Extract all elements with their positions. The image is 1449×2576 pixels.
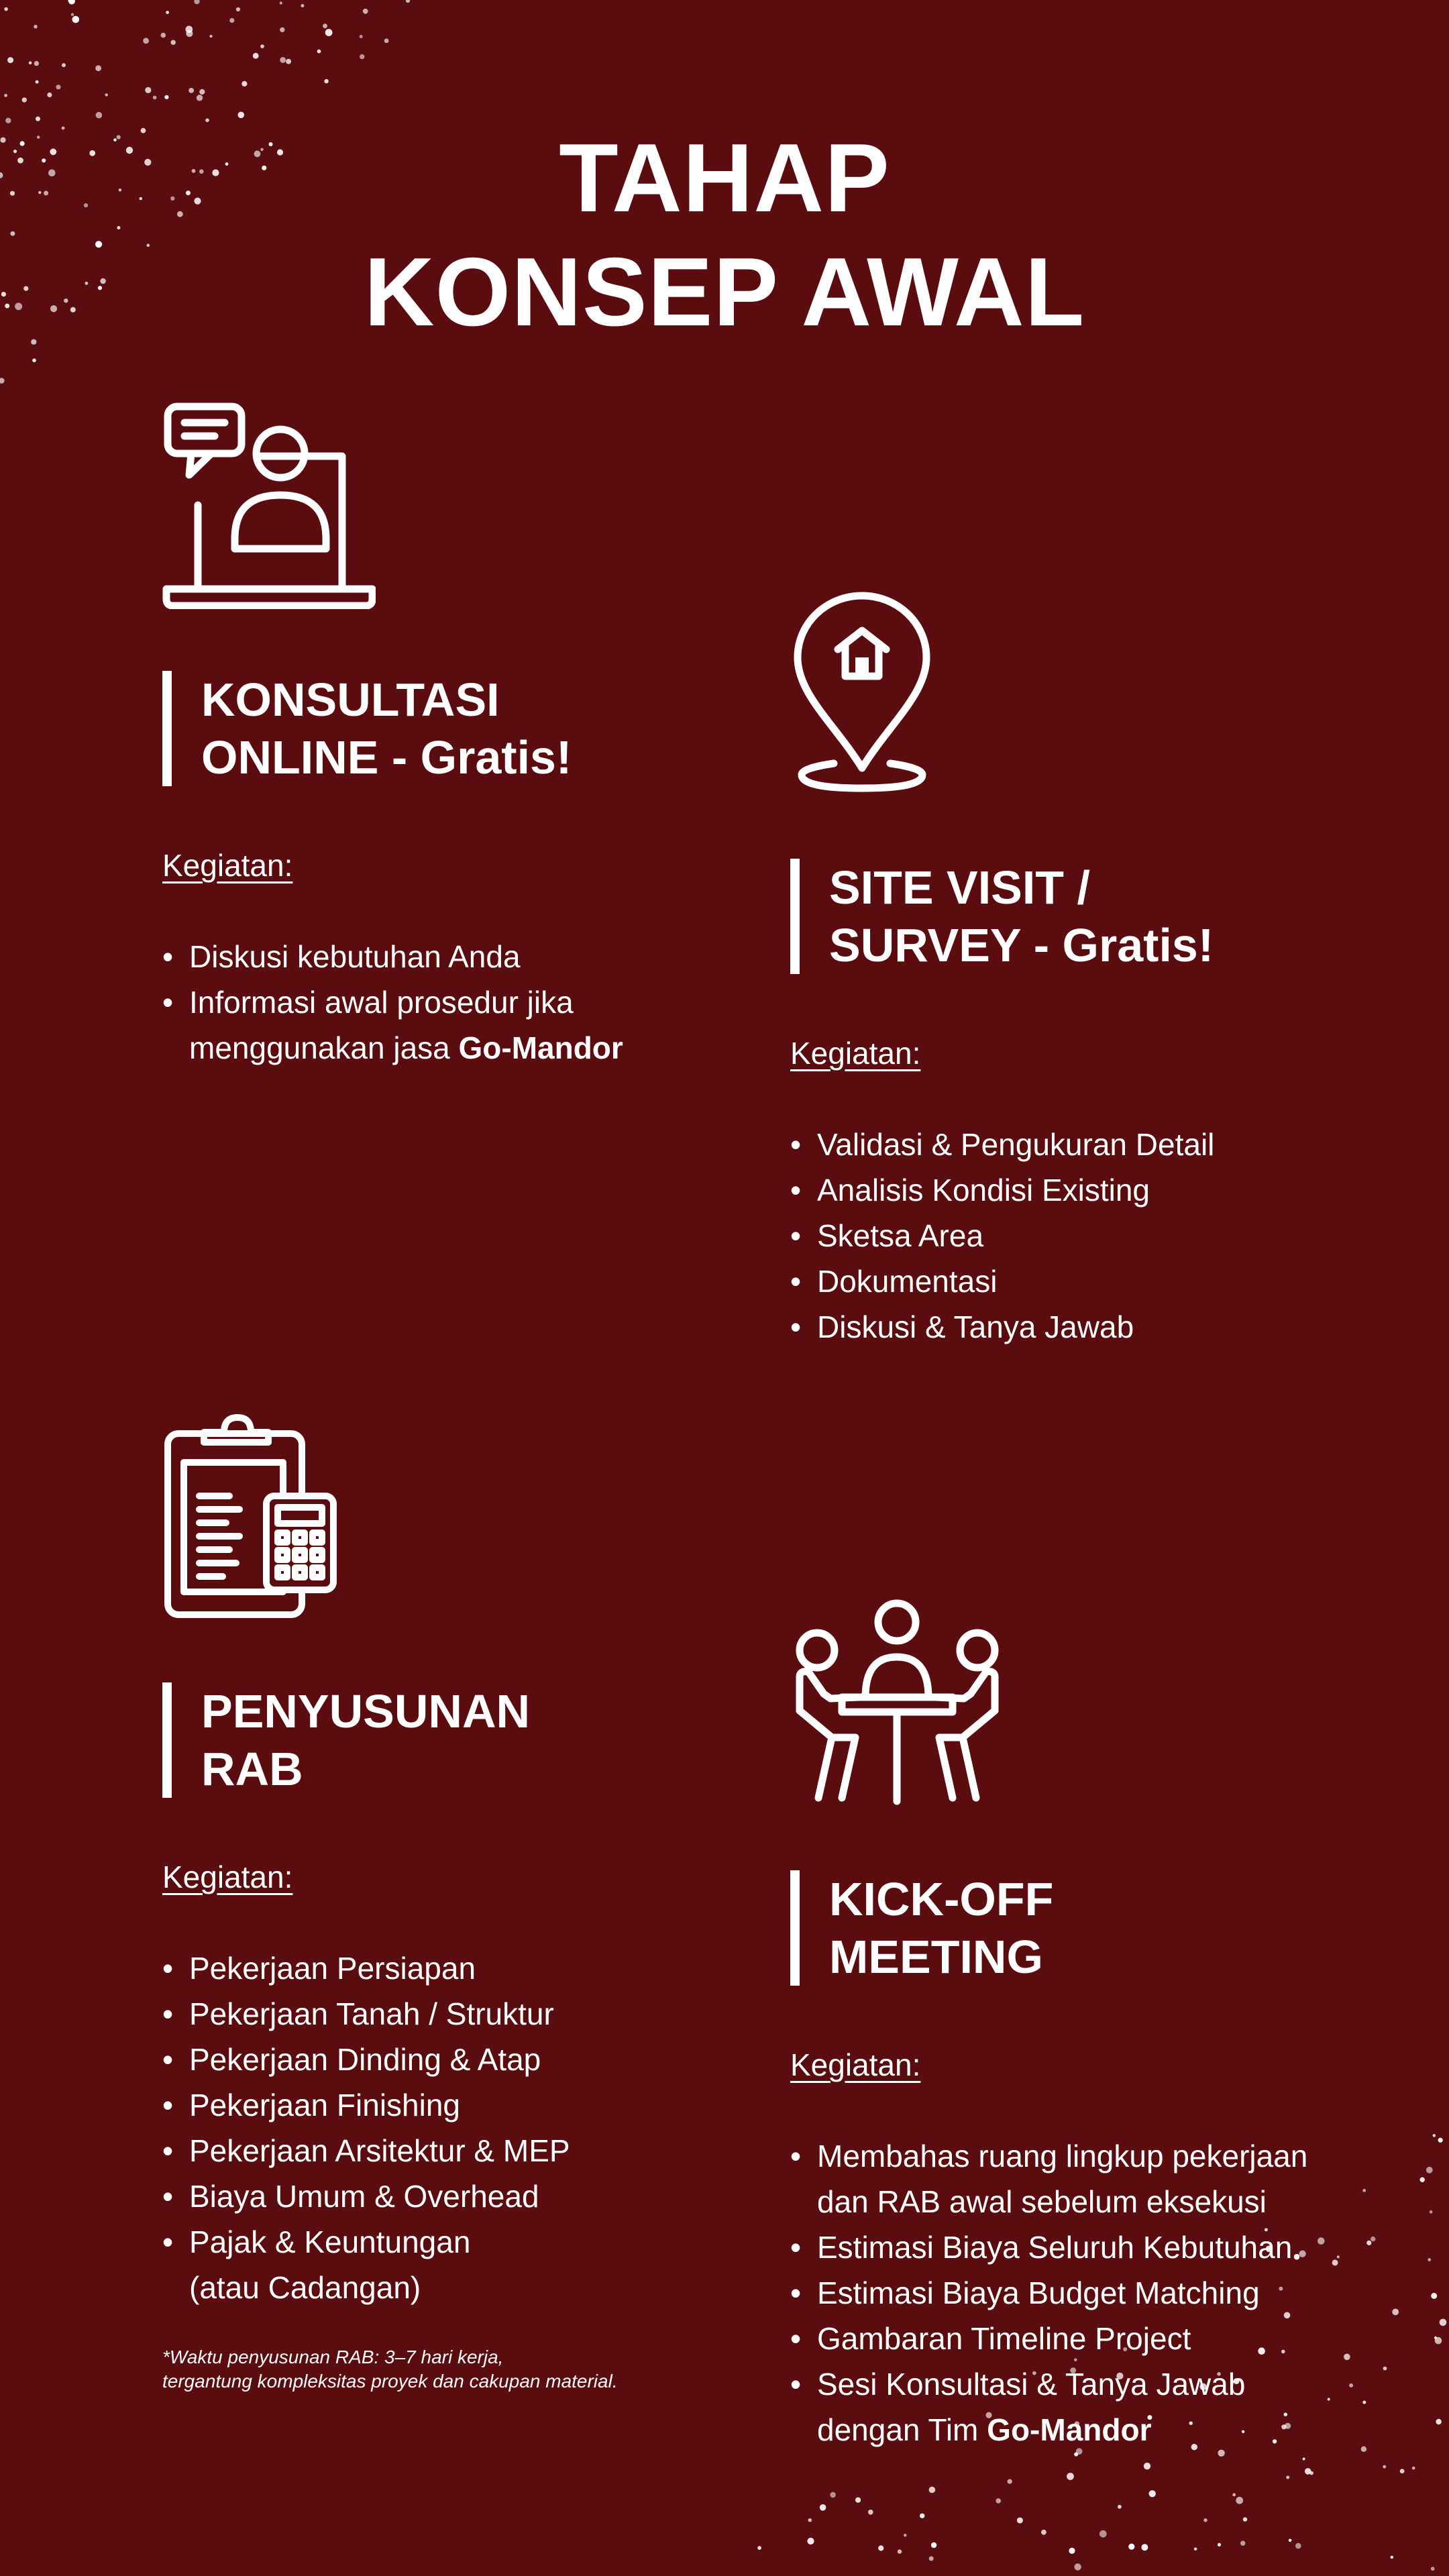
activity-list: [162, 1945, 766, 2310]
footnote-line1: *Waktu penyusunan RAB: 3–7 hari kerja,: [162, 2347, 504, 2367]
page-title-line2: KONSEP AWAL: [364, 237, 1085, 346]
list-item: • Pajak & Keuntungan (atau Cadangan): [162, 2219, 766, 2310]
list-item: • Pekerjaan Arsitektur & MEP: [162, 2128, 766, 2174]
section-title-line1: SITE VISIT /: [829, 861, 1090, 914]
section-title-line2: MEETING: [829, 1931, 1043, 1983]
page-title: [0, 121, 1449, 349]
list-item: • Sesi Konsultasi & Tanya Jawab dengan Tim Go-Mandor: [790, 2361, 1394, 2453]
section-title: [162, 671, 766, 786]
meeting-table-icon: [792, 1597, 1003, 1808]
section-title: [790, 859, 1394, 974]
footnote: [162, 2345, 766, 2394]
footnote-line2: tergantung kompleksitas proyek dan cakupan material.: [162, 2371, 618, 2392]
activity-list: [790, 2133, 1394, 2453]
list-item: • Pekerjaan Tanah / Struktur: [162, 1991, 766, 2037]
list-item: • Gambaran Timeline Project: [790, 2316, 1394, 2361]
section-title: [162, 1682, 766, 1798]
page-title-line1: TAHAP: [559, 123, 890, 232]
section-title-line2: RAB: [201, 1743, 303, 1795]
section-kick-off-meeting: [790, 1870, 1394, 2453]
list-item: • Diskusi kebutuhan Anda: [162, 934, 766, 979]
list-item: • Pekerjaan Finishing: [162, 2082, 766, 2128]
activity-list: [162, 934, 766, 1071]
kegiatan-label: Kegiatan:: [790, 2047, 921, 2082]
section-title: [790, 1870, 1394, 1986]
clipboard-calculator-icon: [162, 1412, 343, 1620]
list-item: • Estimasi Biaya Budget Matching: [790, 2270, 1394, 2316]
list-item: • Dokumentasi: [790, 1258, 1394, 1304]
section-site-visit: [790, 859, 1394, 1350]
list-item: • Diskusi & Tanya Jawab: [790, 1304, 1394, 1350]
list-item: • Estimasi Biaya Seluruh Kebutuhan: [790, 2224, 1394, 2270]
list-item: • Validasi & Pengukuran Detail: [790, 1122, 1394, 1167]
section-konsultasi-online: [162, 671, 766, 1071]
location-pin-house-icon: [788, 590, 936, 795]
activity-list: [790, 1122, 1394, 1350]
list-item: • Sketsa Area: [790, 1213, 1394, 1258]
list-item: • Biaya Umum & Overhead: [162, 2174, 766, 2219]
section-title-line2: ONLINE - Gratis!: [201, 731, 572, 784]
kegiatan-label: Kegiatan:: [162, 848, 293, 883]
section-title-line1: PENYUSUNAN: [201, 1685, 531, 1737]
online-consultation-icon: [161, 401, 376, 609]
section-title-line2: SURVEY - Gratis!: [829, 919, 1214, 971]
section-title-line1: KONSULTASI: [201, 674, 500, 726]
list-item: • Pekerjaan Persiapan: [162, 1945, 766, 1991]
section-title-line1: KICK-OFF: [829, 1873, 1054, 1925]
list-item: • Membahas ruang lingkup pekerjaan dan RAB awal sebelum eksekusi: [790, 2133, 1394, 2224]
kegiatan-label: Kegiatan:: [790, 1036, 921, 1071]
section-penyusunan-rab: [162, 1682, 766, 2394]
brand-name: Go-Mandor: [458, 1030, 623, 1065]
kegiatan-label: Kegiatan:: [162, 1860, 293, 1894]
brand-name: Go-Mandor: [987, 2412, 1152, 2447]
list-item: • Pekerjaan Dinding & Atap: [162, 2037, 766, 2082]
list-item: • Informasi awal prosedur jika menggunakan jasa Go-Mandor: [162, 979, 766, 1071]
list-item: • Analisis Kondisi Existing: [790, 1167, 1394, 1213]
